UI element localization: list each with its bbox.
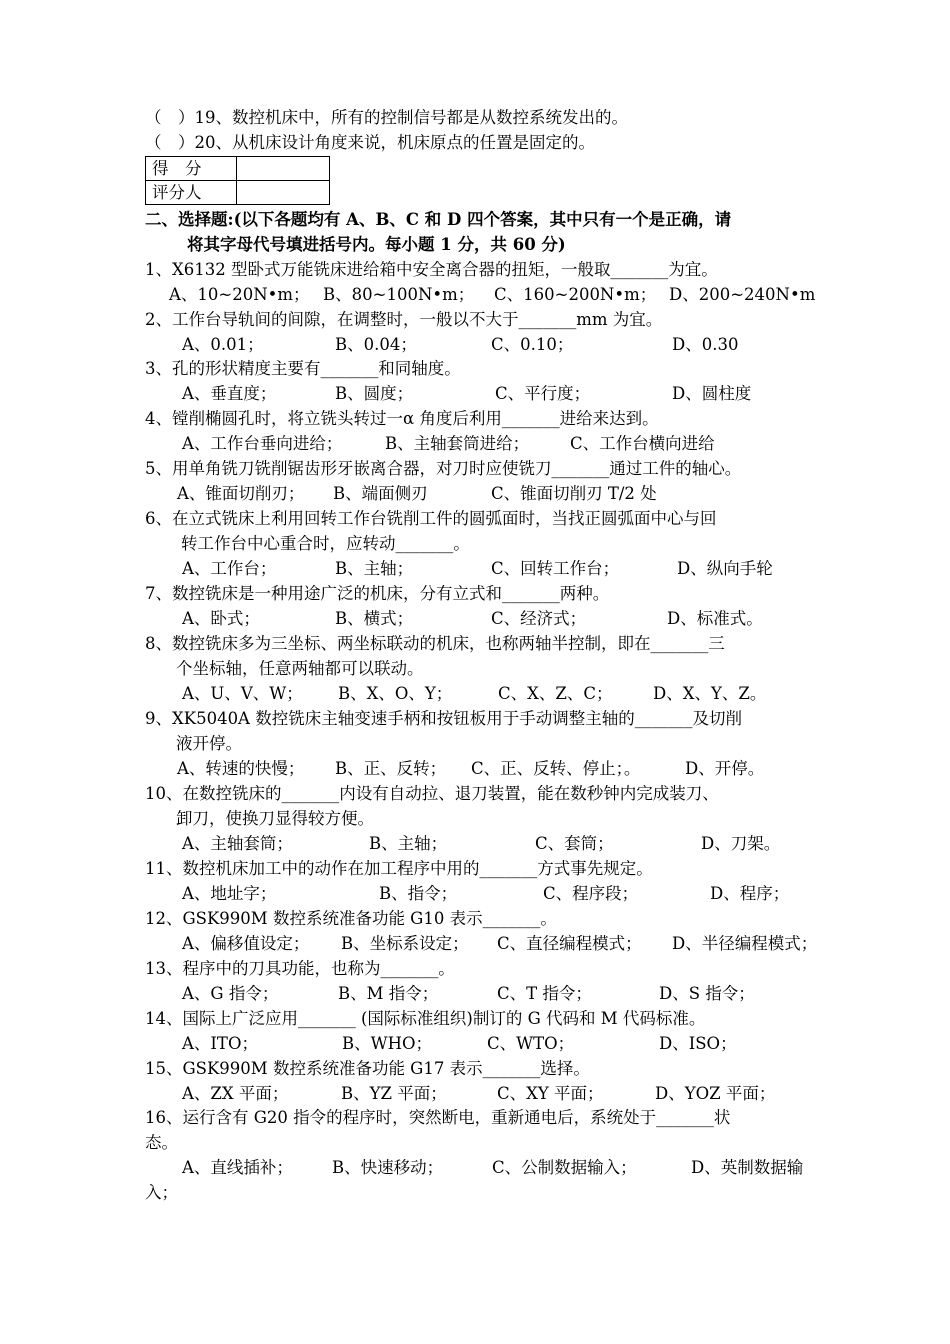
option-a: A、垂直度；	[182, 384, 277, 403]
question-16-line2: 态。	[145, 1133, 178, 1152]
option-b: B、圆度；	[335, 384, 414, 403]
question-13: 13、程序中的刀具功能，也称为_______。	[145, 959, 455, 978]
option-a: A、转速的快慢；	[177, 759, 305, 778]
option-b: B、80~100N•m；	[323, 285, 475, 304]
tf-item-19: （ ）19、数控机床中，所有的控制信号都是从数控系统发出的。	[145, 108, 628, 127]
option-d: D、半径编程模式；	[672, 934, 818, 953]
option-c: C、平行度；	[495, 384, 591, 403]
option-b: B、端面侧刃	[333, 484, 428, 503]
grader-label: 评分人	[146, 181, 237, 205]
question-1: 1、X6132 型卧式万能铣床进给箱中安全离合器的扭矩，一般取_______为宜。	[145, 260, 718, 279]
question-10-line1: 10、在数控铣床的_______内设有自动拉、退刀装置，能在数秒钟内完成装刀、	[145, 784, 719, 803]
question-11: 11、数控机床加工中的动作在加工程序中用的_______方式事先规定。	[145, 859, 653, 878]
option-a: A、工作台；	[182, 559, 277, 578]
option-b: B、0.04；	[335, 335, 417, 354]
question-15: 15、GSK990M 数控系统准备功能 G17 表示_______选择。	[145, 1059, 590, 1078]
option-b: B、主轴；	[369, 834, 448, 853]
option-d: D、刀架。	[701, 834, 781, 853]
option-a: A、地址字；	[182, 884, 277, 903]
option-a: A、工作台垂向进给；	[182, 434, 343, 453]
option-d: D、纵向手轮	[677, 559, 773, 578]
option-d: D、开停。	[685, 759, 765, 778]
option-b: B、快速移动；	[332, 1158, 444, 1177]
option-b: B、主轴套筒进给；	[385, 434, 530, 453]
question-16-line1: 16、运行含有 G20 指令的程序时，突然断电，重新通电后，系统处于_______状	[145, 1108, 731, 1127]
option-b: B、M 指令；	[338, 984, 439, 1003]
option-a: A、G 指令；	[182, 984, 279, 1003]
question-5: 5、用单角铣刀铣削锯齿形牙嵌离合器，对刀时应使铣刀_______通过工件的轴心。	[145, 459, 742, 478]
grader-value-cell	[237, 181, 330, 205]
question-9-line2: 液开停。	[176, 734, 242, 753]
option-a: A、主轴套筒；	[182, 834, 293, 853]
option-c: C、X、Z、C；	[498, 684, 613, 703]
option-b: B、坐标系设定；	[341, 934, 469, 953]
option-a: A、10~20N•m；	[169, 285, 310, 304]
option-d: D、程序；	[710, 884, 790, 903]
option-d: D、ISO；	[659, 1034, 737, 1053]
question-9-line1: 9、XK5040A 数控铣床主轴变速手柄和按钮板用于手动调整主轴的_______及切削	[145, 709, 742, 728]
question-3: 3、孔的形状精度主要有_______和同轴度。	[145, 359, 461, 378]
option-c: C、正、反转、停止；。	[471, 759, 641, 778]
option-b: B、主轴；	[335, 559, 414, 578]
section-title-line1: 二、选择题:(以下各题均有 A、B、C 和 D 四个答案，其中只有一个是正确，请	[145, 210, 732, 229]
score-label: 得 分	[146, 157, 237, 181]
option-c: C、经济式；	[491, 609, 587, 628]
option-c: C、160~200N•m；	[494, 285, 657, 304]
question-8-line1: 8、数控铣床多为三坐标、两坐标联动的机床，也称两轴半控制，即在_______三	[145, 634, 725, 653]
option-c: C、直径编程模式；	[497, 934, 642, 953]
question-10-line2: 卸刀，使换刀显得较方便。	[176, 809, 374, 828]
option-c: C、回转工作台；	[491, 559, 620, 578]
option-d: D、标准式。	[667, 609, 763, 628]
question-7: 7、数控铣床是一种用途广泛的机床，分有立式和_______两种。	[145, 584, 610, 603]
option-a: A、ZX 平面；	[182, 1084, 289, 1103]
option-c: C、锥面切削刃 T/2 处	[491, 484, 657, 503]
question-12: 12、GSK990M 数控系统准备功能 G10 表示_______。	[145, 909, 557, 928]
option-b: B、指令；	[379, 884, 458, 903]
option-d: D、0.30	[672, 335, 739, 354]
option-b: B、正、反转；	[335, 759, 447, 778]
option-d: D、英制数据输	[691, 1158, 804, 1177]
question-8-line2: 个坐标轴，任意两轴都可以联动。	[176, 659, 424, 678]
question-2: 2、工作台导轨间的间隙，在调整时，一般以不大于_______mm 为宜。	[145, 310, 663, 329]
option-c: C、程序段；	[543, 884, 639, 903]
option-a: A、ITO；	[182, 1034, 258, 1053]
option-a: A、直线插补；	[182, 1158, 293, 1177]
option-d: D、YOZ 平面；	[655, 1084, 776, 1103]
option-a: A、U、V、W；	[182, 684, 303, 703]
option-d: D、圆柱度	[672, 384, 752, 403]
option-d: D、X、Y、Z。	[653, 684, 767, 703]
option-b: B、WHO；	[342, 1034, 433, 1053]
score-table	[145, 156, 330, 205]
option-a: A、0.01；	[182, 335, 264, 354]
option-b: B、横式；	[335, 609, 414, 628]
question-6-line2: 转工作台中心重合时，应转动_______。	[181, 534, 470, 553]
question-14: 14、国际上广泛应用_______ (国际标准组织)制订的 G 代码和 M 代码标准。	[145, 1009, 706, 1028]
tf-item-20: （ ）20、从机床设计角度来说，机床原点的任置是固定的。	[145, 133, 595, 152]
question-16-options-wrap: 入；	[145, 1183, 178, 1202]
option-d: D、S 指令；	[659, 984, 755, 1003]
option-c: C、公制数据输入；	[492, 1158, 637, 1177]
option-c: C、工作台横向进给	[570, 434, 715, 453]
option-c: C、套筒；	[535, 834, 614, 853]
question-4: 4、镗削椭圆孔时，将立铣头转过一α 角度后利用_______进给来达到。	[145, 409, 659, 428]
option-a: A、偏移值设定；	[182, 934, 310, 953]
option-c: C、XY 平面；	[497, 1084, 604, 1103]
option-a: A、卧式；	[182, 609, 260, 628]
option-b: B、YZ 平面；	[341, 1084, 447, 1103]
option-b: B、X、O、Y；	[338, 684, 453, 703]
option-a: A、锥面切削刃；	[177, 484, 305, 503]
score-value-cell	[237, 157, 330, 181]
option-d: D、200~240N•m	[669, 285, 816, 304]
section-title-line2: 将其字母代号填进括号内。每小题 1 分，共 60 分)	[187, 235, 566, 254]
option-c: C、T 指令；	[497, 984, 592, 1003]
option-c: C、WTO；	[487, 1034, 575, 1053]
option-c: C、0.10；	[491, 335, 574, 354]
question-6-line1: 6、在立式铣床上利用回转工作台铣削工件的圆弧面时，当找正圆弧面中心与回	[145, 509, 717, 528]
